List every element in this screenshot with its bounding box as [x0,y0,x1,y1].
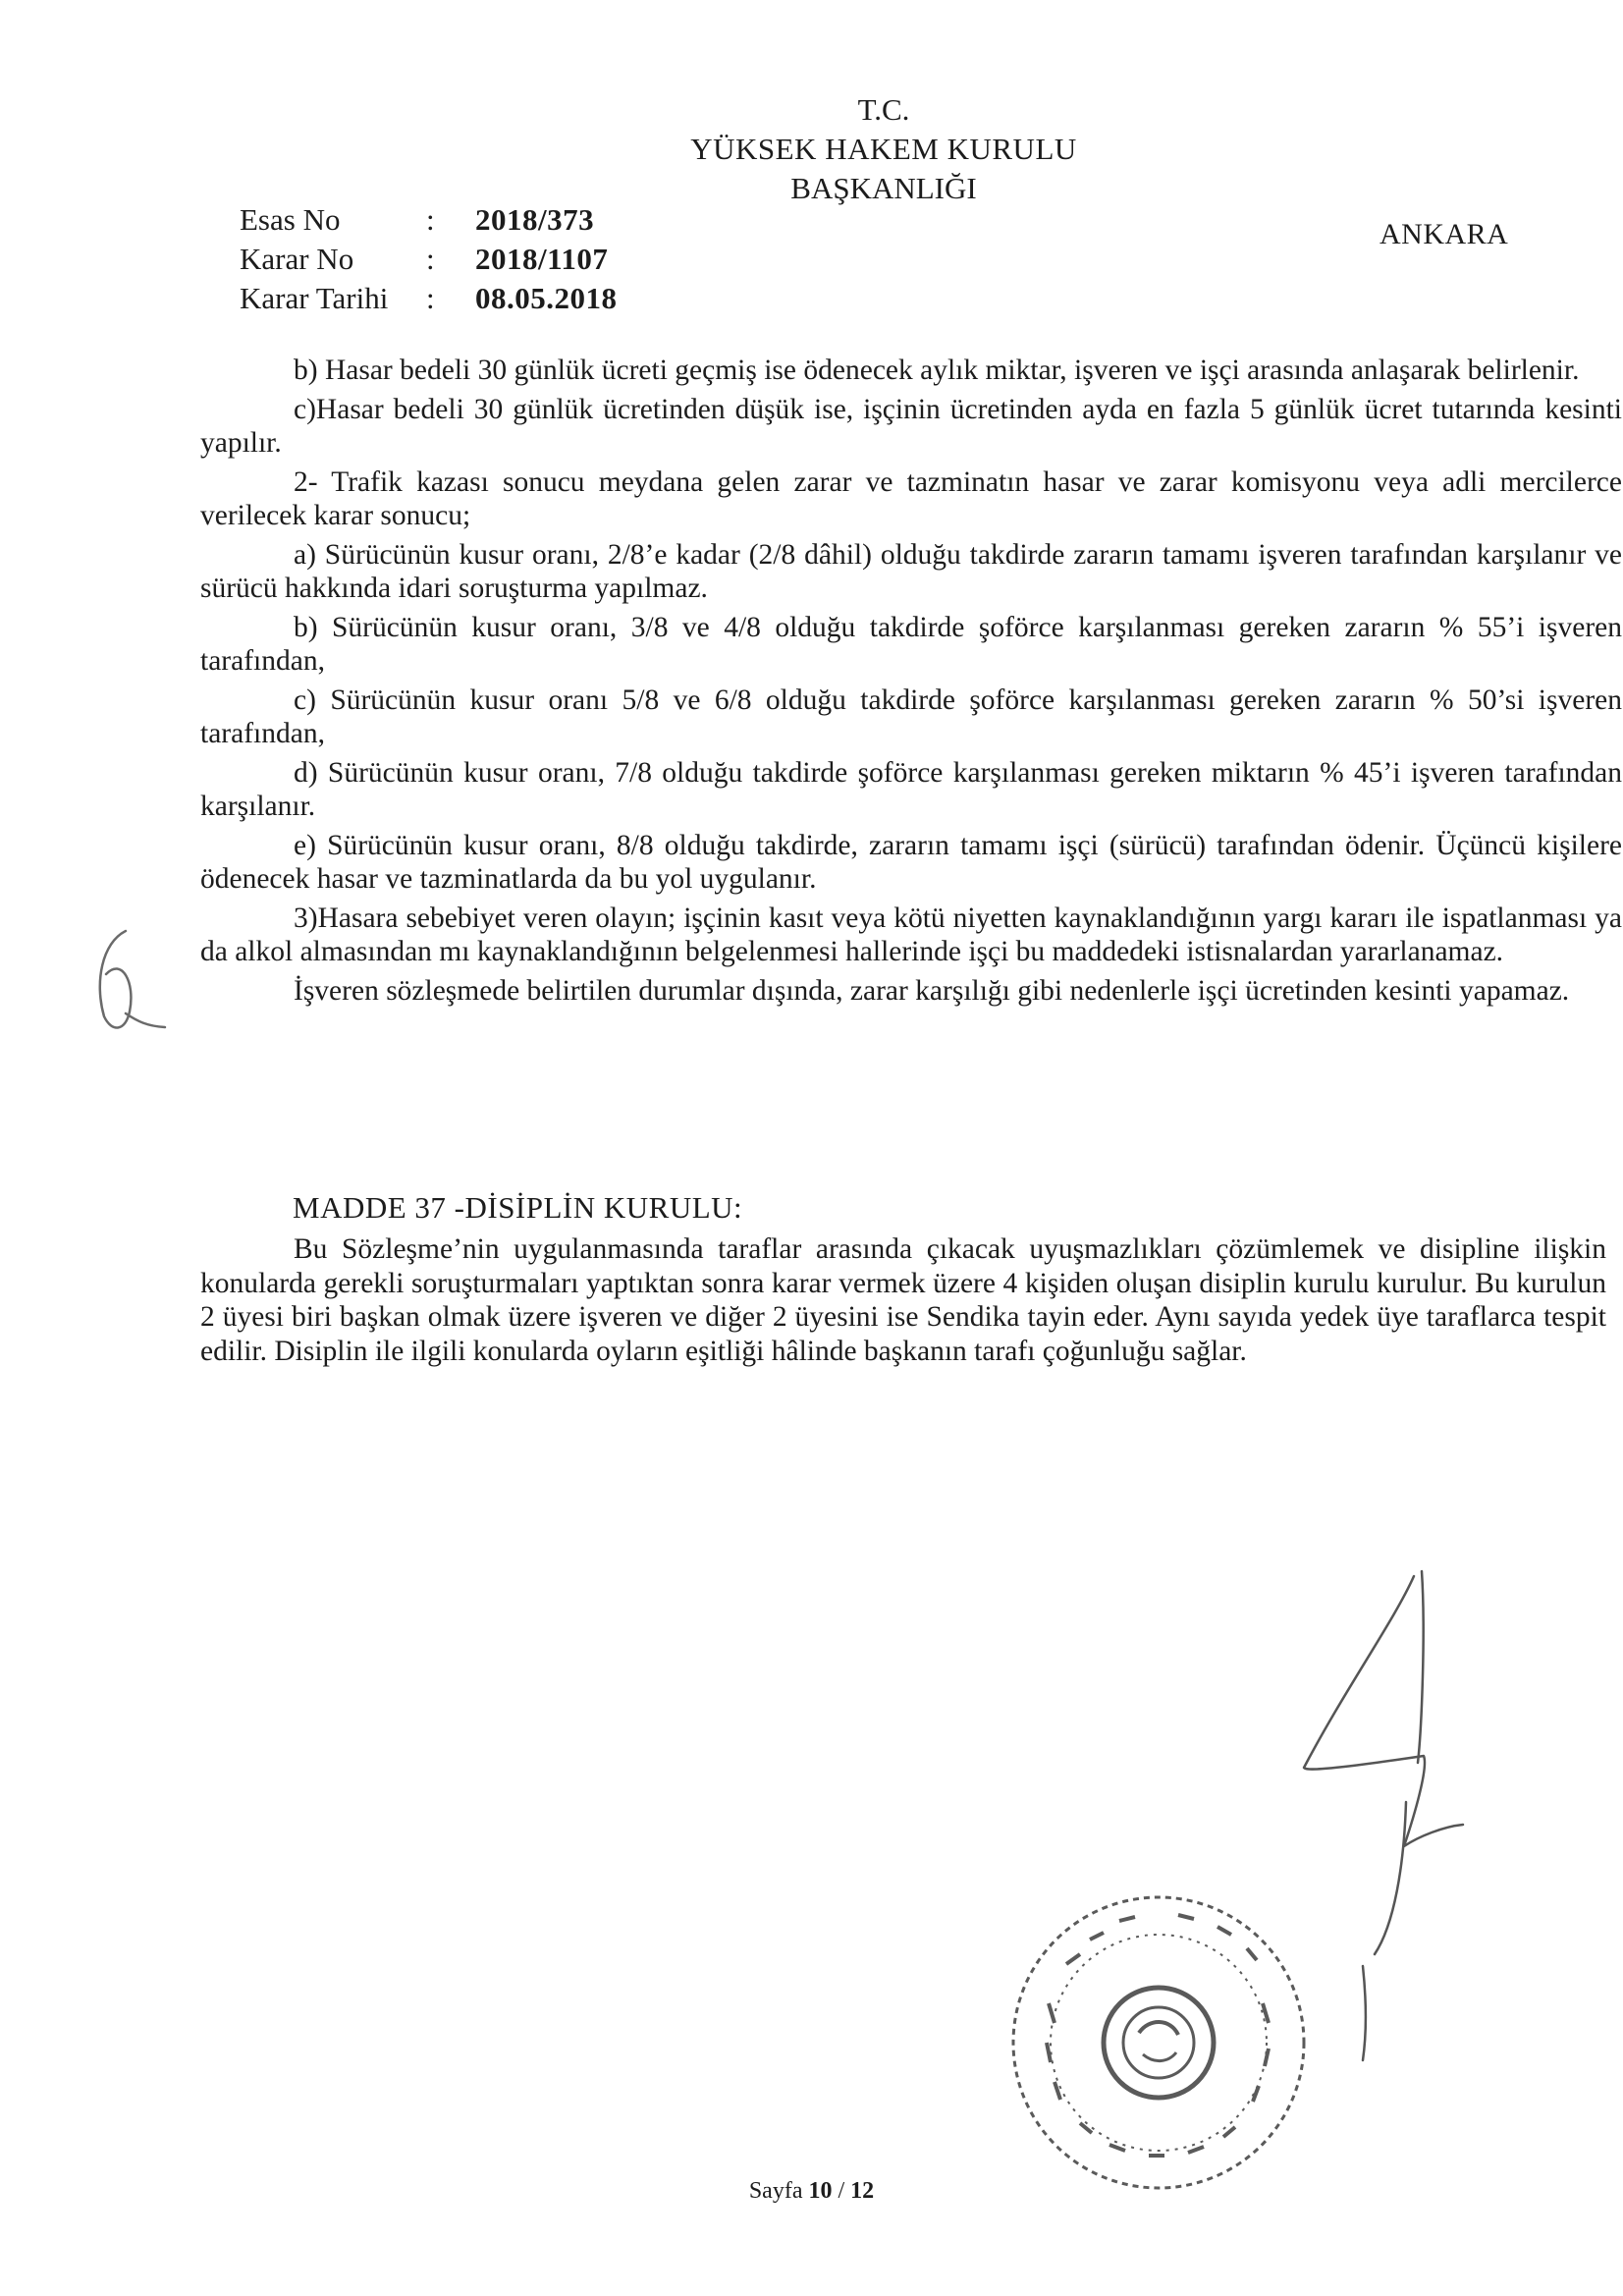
paragraph: c)Hasar bedeli 30 günlük ücretinden düşük ise, işçinin ücretinden ayda en fazla 5 günlük ücret tutarında kesinti yapılır. [200,393,1622,459]
page-label: Sayfa [748,2178,803,2204]
paragraph: a) Sürücünün kusur oranı, 2/8’e kadar (2/8 dâhil) olduğu takdirde zararın tamamı işveren tarafından karşılanır ve sürücü hakkında idari soruşturma yapılmaz. [200,538,1622,604]
paragraph: e) Sürücünün kusur oranı, 8/8 olduğu takdirde, zararın tamamı işçi (sürücü) tarafından ödenir. Üçüncü kişilere ödenecek hasar ve tazminatlarda da bu yol uygulanır. [200,829,1622,895]
page-number [0,2178,1623,2205]
case-info-value: 2018/1107 [475,242,609,276]
header-city: ANKARA [1380,218,1509,250]
case-info-separator: : [426,242,435,276]
page-current: 10 [808,2178,833,2204]
case-info-separator: : [426,202,435,237]
header-institution: YÜKSEK HAKEM KURULU [690,132,1077,166]
paragraph: 3)Hasara sebebiyet veren olayın; işçinin kasıt veya kötü niyetten kaynaklandığının yargı kararı ile ispatlanması ya da alkol almasından mı kaynaklandığının belgelenmesi hallerinde işçi bu maddedeki istisnalardan yararlanamaz. [200,902,1622,967]
paragraph: d) Sürücünün kusur oranı, 7/8 olduğu takdirde şoförce karşılanması gereken miktarın % 45’i işveren tarafından karşılanır. [200,756,1622,822]
page-separator: / [838,2178,845,2204]
article-title: MADDE 37 -DİSİPLİN KURULU: [293,1190,743,1225]
paragraph: 2- Trafik kazası sonucu meydana gelen zarar ve tazminatın hasar ve zarar komisyonu veya adli mercilerce verilecek karar sonucu; [200,465,1622,531]
paragraph: İşveren sözleşmede belirtilen durumlar dışında, zarar karşılığı gibi nedenlerle işçi ücretinden kesinti yapamaz. [294,974,1570,1007]
article-paragraph: Bu Sözleşme’nin uygulanmasında taraflar arasında çıkacak uyuşmazlıkları çözümlemek ve disipline ilişkin konularda gerekli soruşturmaları yaptıktan sonra karar vermek üzere 4 kişiden oluşan disiplin kurulu kurulur. Bu kurulun 2 üyesi biri başkan olmak üzere işveren ve diğer 2 üyesini ise Sendika tayin eder. Aynı sayıda yedek üye taraflarca tespit edilir. Disiplin ile ilgili konularda oyların eşitliği hâlinde başkanın tarafı çoğunluğu sağlar. [200,1233,1606,1367]
paragraph: c) Sürücünün kusur oranı 5/8 ve 6/8 olduğu takdirde şoförce karşılanması gereken zararın % 50’si işveren tarafından, [200,683,1622,749]
case-info-label: Karar Tarihi [240,281,389,315]
signature-icon [1304,1571,1463,2060]
header-tc: T.C. [857,92,910,127]
page-total: 12 [850,2178,875,2204]
case-info-value: 08.05.2018 [475,281,618,315]
case-info-label: Karar No [240,242,354,276]
case-info-label: Esas No [240,202,341,237]
margin-initial-icon [100,931,165,1027]
case-info-separator: : [426,281,435,315]
paragraph: b) Hasar bedeli 30 günlük ücreti geçmiş ise ödenecek aylık miktar, işveren ve işçi arasında anlaşarak belirlenir. [294,355,1580,386]
official-stamp-icon [1013,1897,1304,2188]
case-info-value: 2018/373 [475,202,595,237]
header-department: BAŞKANLIĞI [790,171,977,205]
paragraph: b) Sürücünün kusur oranı, 3/8 ve 4/8 olduğu takdirde şoförce karşılanması gereken zararın % 55’i işveren tarafından, [200,611,1622,677]
